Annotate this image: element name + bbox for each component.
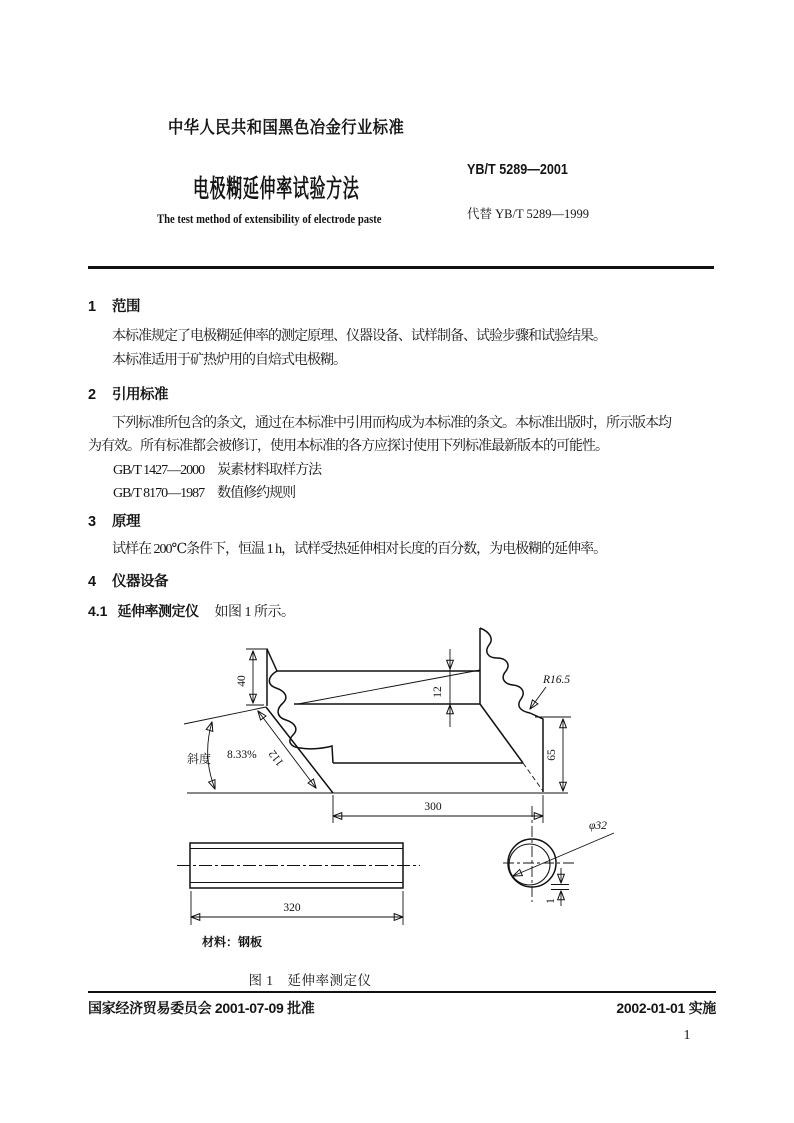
section-number: 3	[88, 514, 96, 530]
dim-112-label: 112	[266, 747, 287, 769]
section-title: 范围	[112, 299, 140, 315]
section-number: 1	[88, 299, 96, 315]
paragraph: 试样在 200℃条件下，恒温 1 h，试样受热延伸相对长度的百分数，为电极糊的延伸率。	[112, 542, 607, 557]
reference-item: GB/T 8170—1987 数值修约规则	[113, 486, 296, 501]
replaces-note: 代替 YB/T 5289—1999	[467, 207, 589, 221]
section-number: 4	[88, 574, 96, 590]
page-number: 1	[683, 1028, 691, 1043]
paragraph-line: 下列标准所包含的条文，通过在本标准中引用而构成为本标准的条文。本标准出版时，所示版本均	[112, 416, 671, 431]
dim-12-label: 12	[432, 686, 444, 698]
section-3-heading	[88, 510, 140, 531]
dim-300-label: 300	[424, 801, 442, 813]
paragraph: 本标准适用于矿热炉用的自焙式电极糊。	[112, 353, 346, 368]
section-1-heading	[88, 295, 140, 316]
effective-date-note: 2002-01-01 实施	[616, 1000, 716, 1016]
dim-40-label: 40	[236, 675, 248, 687]
tube-inner-circle	[509, 844, 550, 885]
paragraph: 本标准规定了电极糊延伸率的测定原理、仪器设备、试样制备、试验步骤和试验结果。	[112, 329, 606, 344]
section-title: 引用标准	[112, 387, 168, 403]
break-line-right	[480, 628, 530, 713]
trough-isometric-view	[184, 628, 571, 793]
section-number: 2	[88, 387, 96, 403]
slope-label: 斜度	[187, 752, 212, 766]
grade-reference-line	[184, 707, 266, 724]
dim-1-label: 1	[545, 898, 557, 904]
reference-item: GB/T 1427—2000 炭素材料取样方法	[113, 463, 322, 478]
tube-section-view	[503, 806, 614, 906]
hidden-edge	[523, 763, 543, 791]
section-title: 原理	[112, 514, 140, 530]
section-title: 仪器设备	[112, 574, 168, 590]
section-2-heading	[88, 383, 168, 404]
clause-text: 如图 1 所示。	[214, 605, 295, 620]
radius-label: R16.5	[543, 674, 571, 686]
figure-1-drawing	[0, 615, 794, 960]
standard-number: YB/T 5289—2001	[467, 161, 568, 178]
dim-65-label: 65	[546, 749, 558, 761]
material-note: 材料：钢板	[202, 935, 263, 949]
tube-side-view	[177, 843, 420, 949]
standard-type-heading: 中华人民共和国黑色冶金行业标准	[168, 118, 405, 137]
figure-caption: 图 1 延伸率测定仪	[248, 973, 372, 988]
iso-dimensions	[187, 649, 571, 823]
footer-divider	[88, 991, 716, 993]
trough-bottom-slope-line	[298, 670, 480, 704]
page-title-english: The test method of extensibility of electrode paste	[157, 211, 382, 226]
diameter-label: φ32	[589, 820, 607, 832]
slope-value-label: 8.33%	[227, 749, 257, 761]
clause-number: 4.1	[88, 603, 108, 619]
section-4-heading	[88, 570, 168, 591]
paragraph-line: 为有效。所有标准都会被修订，使用本标准的各方应探讨使用下列标准最新版本的可能性。	[88, 439, 608, 454]
break-line-left	[269, 671, 333, 763]
dim-320-label: 320	[283, 902, 301, 914]
approval-note: 国家经济贸易委员会 2001-07-09 批准	[88, 1000, 315, 1016]
header-divider	[88, 266, 714, 269]
clause-title: 延伸率测定仪	[117, 603, 199, 619]
page-title: 电极糊延伸率试验方法	[193, 175, 360, 203]
